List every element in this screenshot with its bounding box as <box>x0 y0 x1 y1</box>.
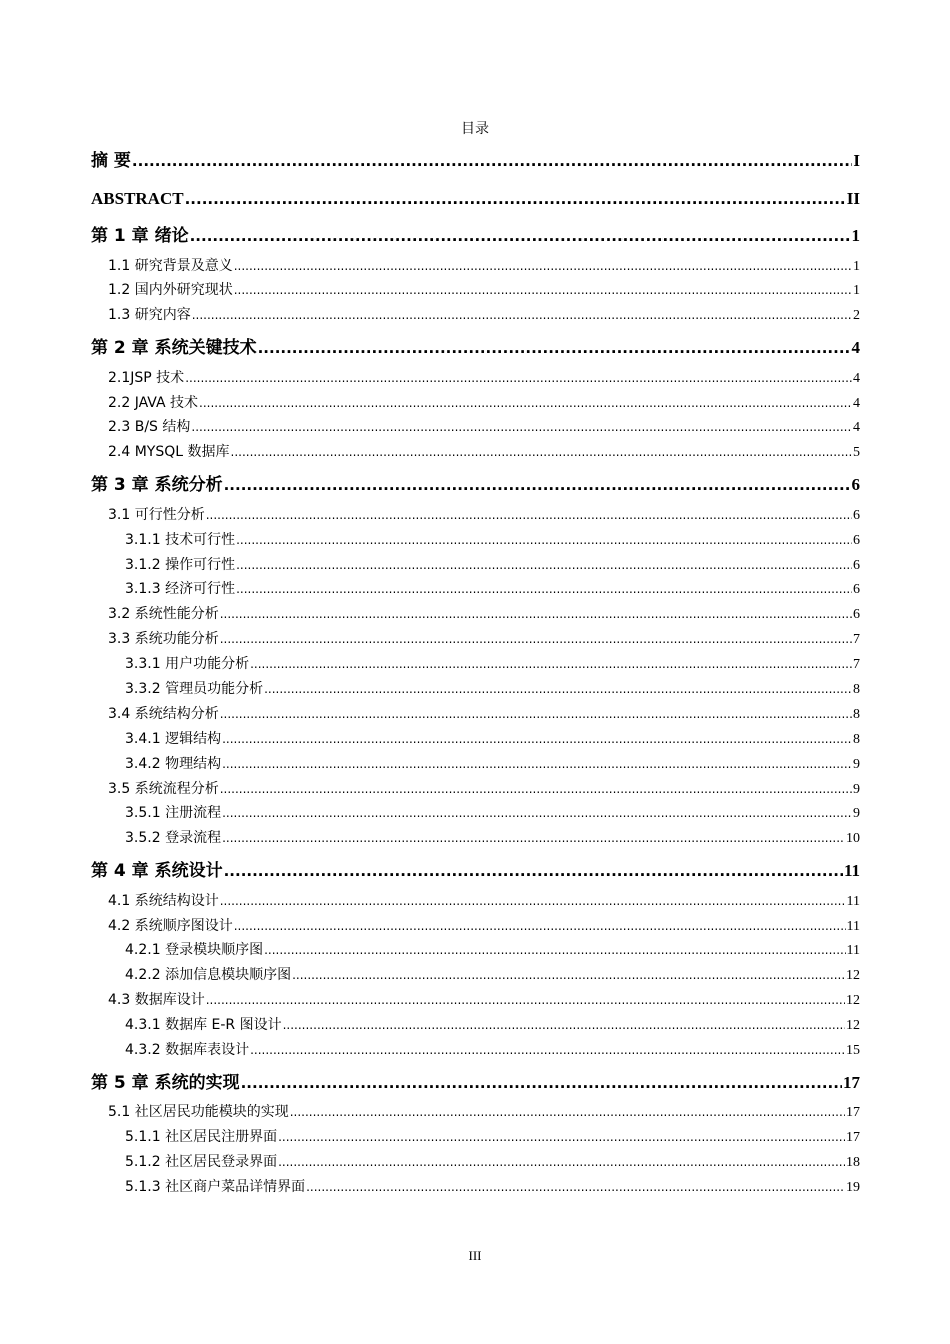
toc-entry-title: 5.1.3 社区商户菜品详情界面 <box>125 1179 306 1196</box>
toc-entry-page: 6 <box>851 475 860 495</box>
toc-entry-page: 1 <box>853 258 860 274</box>
toc-entry-page: 6 <box>853 607 860 623</box>
toc-entry-title: 3.4.1 逻辑结构 <box>125 730 222 747</box>
toc-dot-leader <box>199 391 852 416</box>
toc-dot-leader <box>290 1100 845 1125</box>
toc-dot-leader <box>206 503 852 528</box>
toc-entry-title: ABSTRACT <box>91 188 184 208</box>
toc-entry-title: 第 3 章 系统分析 <box>91 475 223 496</box>
toc-dot-leader <box>258 331 851 366</box>
toc-dot-leader <box>236 577 852 602</box>
toc-dot-leader <box>190 219 851 254</box>
toc-entry[interactable] <box>91 914 860 939</box>
toc-entry-title: 3.5.2 登录流程 <box>125 830 222 847</box>
toc-entry-title: 2.1JSP 技术 <box>108 369 185 386</box>
toc-entry-page: 1 <box>851 226 860 245</box>
toc-dot-leader <box>192 303 852 328</box>
toc-entry-page: 6 <box>853 507 860 523</box>
toc-entry-page: 9 <box>853 756 860 772</box>
toc-entry[interactable] <box>91 278 860 303</box>
toc-dot-leader <box>222 727 852 752</box>
toc-dot-leader <box>224 468 851 503</box>
toc-entry-title: 第 5 章 系统的实现 <box>91 1072 240 1093</box>
toc-dot-leader <box>234 254 852 279</box>
toc-dot-leader <box>250 1038 845 1063</box>
toc-dot-leader <box>222 752 852 777</box>
toc-entry-title: 4.3.2 数据库表设计 <box>125 1042 250 1059</box>
toc-entry-title: 3.1.2 操作可行性 <box>125 556 236 573</box>
toc-entry-page: 4 <box>853 395 860 411</box>
toc-entry-page: 8 <box>853 706 860 722</box>
toc-entry-title: 3.4 系统结构分析 <box>108 705 219 722</box>
toc-entry[interactable] <box>91 503 860 528</box>
toc-dot-leader <box>292 963 845 988</box>
toc-entry-title: 5.1.2 社区居民登录界面 <box>125 1154 278 1171</box>
toc-entry[interactable] <box>91 963 860 988</box>
toc-dot-leader <box>220 602 852 627</box>
toc-entry-page: 17 <box>846 1105 860 1121</box>
toc-entry-page: 2 <box>853 308 860 324</box>
toc-entry[interactable] <box>91 702 860 727</box>
toc-dot-leader <box>222 826 845 851</box>
toc-entry[interactable] <box>91 440 860 465</box>
toc-entry-page: 9 <box>853 781 860 797</box>
toc-dot-leader <box>241 1066 842 1101</box>
toc-entry-title: 5.1.1 社区居民注册界面 <box>125 1129 278 1146</box>
toc-entry-page: I <box>853 151 860 170</box>
toc-entry[interactable] <box>91 182 860 217</box>
toc-entry-page: 19 <box>846 1180 860 1196</box>
toc-entry[interactable] <box>91 652 860 677</box>
toc-entry-page: 11 <box>846 943 860 959</box>
table-of-contents <box>91 144 860 1200</box>
toc-entry-title: 3.1 可行性分析 <box>108 506 205 523</box>
toc-entry-page: 17 <box>843 1072 860 1092</box>
toc-entry[interactable] <box>91 1100 860 1125</box>
toc-dot-leader <box>264 938 845 963</box>
toc-entry-title: 4.2.2 添加信息模块顺序图 <box>125 967 292 984</box>
toc-dot-leader <box>185 182 846 217</box>
page-number: III <box>468 1248 482 1263</box>
toc-dot-leader <box>306 1175 845 1200</box>
toc-entry-title: 3.2 系统性能分析 <box>108 606 219 623</box>
toc-entry-page: 8 <box>853 681 860 697</box>
toc-entry-title: 第 4 章 系统设计 <box>91 861 223 882</box>
toc-entry-title: 3.1.1 技术可行性 <box>125 531 236 548</box>
toc-entry-title: 1.3 研究内容 <box>108 307 191 324</box>
toc-entry-title: 2.2 JAVA 技术 <box>108 394 198 411</box>
toc-entry[interactable] <box>91 468 860 503</box>
toc-entry[interactable] <box>91 1013 860 1038</box>
toc-entry-title: 4.2 系统顺序图设计 <box>108 917 233 934</box>
toc-entry-page: 18 <box>846 1155 860 1171</box>
toc-entry[interactable] <box>91 889 860 914</box>
toc-entry[interactable] <box>91 677 860 702</box>
toc-entry[interactable] <box>91 553 860 578</box>
toc-entry[interactable] <box>91 415 860 440</box>
toc-entry-title: 摘 要 <box>91 151 131 171</box>
toc-dot-leader <box>278 1125 845 1150</box>
toc-entry[interactable] <box>91 391 860 416</box>
toc-entry-page: 7 <box>853 657 860 673</box>
toc-entry-title: 3.5.1 注册流程 <box>125 805 222 822</box>
toc-entry-title: 3.4.2 物理结构 <box>125 755 222 772</box>
toc-dot-leader <box>236 528 852 553</box>
toc-dot-leader <box>220 627 852 652</box>
toc-dot-leader <box>132 144 852 179</box>
toc-dot-leader <box>234 278 852 303</box>
toc-entry[interactable] <box>91 144 860 179</box>
toc-entry-page: 6 <box>853 557 860 573</box>
toc-entry-page: 7 <box>853 632 860 648</box>
toc-entry[interactable] <box>91 938 860 963</box>
toc-entry-page: 8 <box>853 731 860 747</box>
toc-entry[interactable] <box>91 1125 860 1150</box>
toc-dot-leader <box>236 553 852 578</box>
toc-entry[interactable] <box>91 366 860 391</box>
toc-entry-title: 2.4 MYSQL 数据库 <box>108 444 230 461</box>
toc-entry-title: 第 2 章 系统关键技术 <box>91 338 257 359</box>
toc-dot-leader <box>250 652 852 677</box>
toc-entry-title: 3.3 系统功能分析 <box>108 631 219 648</box>
toc-dot-leader <box>231 440 852 465</box>
toc-entry-page: 12 <box>846 1018 860 1034</box>
toc-entry-page: II <box>846 188 860 208</box>
toc-dot-leader <box>264 677 852 702</box>
toc-entry-page: 12 <box>846 968 860 984</box>
toc-entry-title: 5.1 社区居民功能模块的实现 <box>108 1104 289 1121</box>
toc-entry-title: 4.1 系统结构设计 <box>108 892 219 909</box>
toc-entry-page: 4 <box>851 338 860 358</box>
toc-entry-title: 3.5 系统流程分析 <box>108 780 219 797</box>
toc-entry-page: 4 <box>853 370 860 386</box>
toc-entry-page: 15 <box>846 1043 860 1059</box>
toc-entry[interactable] <box>91 777 860 802</box>
toc-dot-leader <box>220 889 846 914</box>
toc-dot-leader <box>185 366 852 391</box>
toc-entry[interactable] <box>91 752 860 777</box>
toc-dot-leader <box>220 702 852 727</box>
toc-entry[interactable] <box>91 1038 860 1063</box>
toc-entry-page: 4 <box>853 420 860 436</box>
toc-entry[interactable] <box>91 602 860 627</box>
toc-entry-page: 11 <box>846 893 860 909</box>
toc-entry-title: 3.1.3 经济可行性 <box>125 581 236 598</box>
toc-entry-page: 5 <box>853 445 860 461</box>
toc-entry[interactable] <box>91 801 860 826</box>
toc-entry[interactable] <box>91 1150 860 1175</box>
toc-entry-page: 17 <box>846 1130 860 1146</box>
toc-entry-title: 4.3.1 数据库 E-R 图设计 <box>125 1017 282 1034</box>
toc-entry[interactable] <box>91 727 860 752</box>
toc-entry[interactable] <box>91 854 860 889</box>
toc-entry[interactable] <box>91 988 860 1013</box>
toc-dot-leader <box>206 988 845 1013</box>
toc-entry[interactable] <box>91 577 860 602</box>
toc-entry-page: 11 <box>846 918 860 934</box>
toc-dot-leader <box>222 801 852 826</box>
toc-entry-title: 4.2.1 登录模块顺序图 <box>125 942 264 959</box>
toc-entry-title: 第 1 章 绪论 <box>91 226 189 246</box>
toc-entry-page: 6 <box>853 532 860 548</box>
toc-entry[interactable] <box>91 826 860 851</box>
toc-entry[interactable] <box>91 1066 860 1101</box>
toc-entry-title: 1.1 研究背景及意义 <box>108 257 233 274</box>
toc-entry-title: 1.2 国内外研究现状 <box>108 282 233 299</box>
toc-dot-leader <box>191 415 852 440</box>
toc-entry[interactable] <box>91 331 860 366</box>
toc-entry-page: 6 <box>853 582 860 598</box>
toc-dot-leader <box>234 914 846 939</box>
toc-entry-page: 10 <box>846 831 860 847</box>
toc-dot-leader <box>220 777 852 802</box>
toc-entry-page: 12 <box>846 993 860 1009</box>
toc-entry[interactable] <box>91 627 860 652</box>
toc-entry-page: 11 <box>843 861 860 881</box>
toc-entry-page: 9 <box>853 806 860 822</box>
toc-entry-title: 3.3.1 用户功能分析 <box>125 656 250 673</box>
toc-entry-title: 4.3 数据库设计 <box>108 992 205 1009</box>
toc-dot-leader <box>283 1013 845 1038</box>
toc-dot-leader <box>278 1150 845 1175</box>
toc-entry-page: 1 <box>853 283 860 299</box>
toc-entry-title: 2.3 B/S 结构 <box>108 419 191 436</box>
toc-entry[interactable] <box>91 1175 860 1200</box>
toc-entry[interactable] <box>91 254 860 279</box>
toc-entry[interactable] <box>91 219 860 254</box>
toc-title: 目录 <box>461 121 489 137</box>
toc-entry[interactable] <box>91 303 860 328</box>
toc-entry-title: 3.3.2 管理员功能分析 <box>125 680 264 697</box>
toc-dot-leader <box>224 854 843 889</box>
toc-entry[interactable] <box>91 528 860 553</box>
